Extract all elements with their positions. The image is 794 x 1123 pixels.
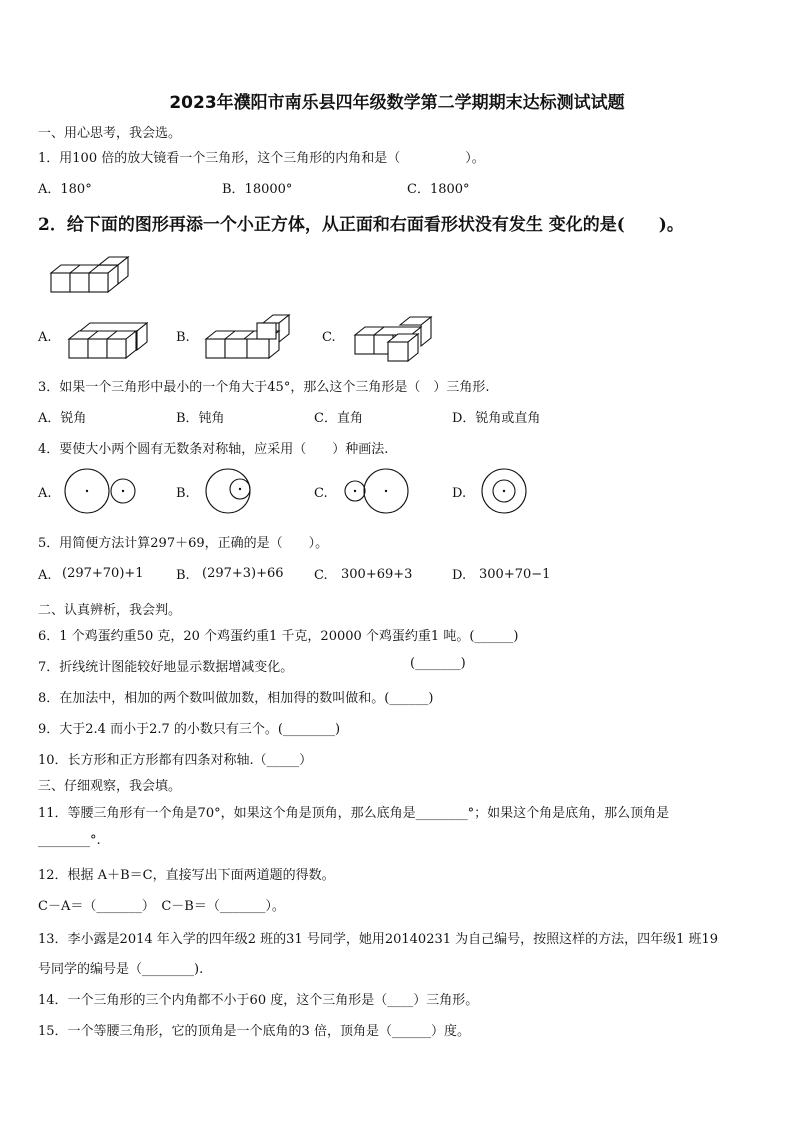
q3-option-a: A．锐角: [38, 411, 87, 426]
section-2-heading: 二、认真辨析，我会判。: [38, 603, 182, 618]
q5-option-d: 300+70−1: [479, 567, 551, 582]
question-13-line-2: 号同学的编号是（________).: [38, 962, 204, 977]
q2-option-b-figure: [203, 314, 293, 360]
question-12: 12．根据 A＋B＝C，直接写出下面两道题的得数。: [38, 868, 335, 883]
question-14: 14．一个三角形的三个内角都不小于60 度，这个三角形是（____）三角形。: [38, 993, 479, 1008]
q2-option-c-label: C.: [322, 330, 336, 345]
question-12-answers: C－A＝（_______） C－B＝（_______）。: [38, 899, 285, 914]
q5-option-c: 300+69+3: [341, 567, 413, 582]
q5-option-b-label: B.: [176, 568, 190, 583]
q4-option-c-circles: [342, 468, 412, 516]
q1-option-b: B．18000°: [222, 182, 293, 197]
q5-option-a: (297+70)+1: [62, 566, 144, 581]
q5-option-b: (297+3)+66: [202, 566, 284, 581]
question-7-blank: (_______): [410, 656, 466, 671]
question-5: 5．用简便方法计算297＋69，正确的是（ ）。: [38, 536, 329, 551]
q3-option-c: C．直角: [314, 411, 363, 426]
question-1: 1．用100 倍的放大镜看一个三角形，这个三角形的内角和是（ ）。: [38, 151, 485, 166]
question-2: 2．给下面的图形再添一个小正方体，从正面和右面看形状没有发生 变化的是( )。: [38, 215, 684, 235]
question-11-line-2: ________°.: [38, 833, 101, 848]
question-11-line-1: 11．等腰三角形有一个角是70°，如果这个角是顶角，那么底角是________°；如果这个角是底角，那么顶角是: [38, 806, 670, 821]
q4-option-a-circles: [60, 468, 140, 516]
q4-option-b-label: B.: [176, 486, 190, 501]
q4-option-c-label: C.: [314, 486, 328, 501]
question-10: 10．长方形和正方形都有四条对称轴.（_____）: [38, 753, 313, 768]
question-15: 15．一个等腰三角形，它的顶角是一个底角的3 倍，顶角是（______）度。: [38, 1024, 470, 1039]
question-3: 3．如果一个三角形中最小的一个角大于45°，那么这个三角形是（ ）三角形.: [38, 380, 490, 395]
q4-option-b-circles: [203, 468, 259, 516]
question-9: 9．大于2.4 而小于2.7 的小数只有三个。(________): [38, 722, 341, 737]
q4-option-d-label: D.: [452, 486, 467, 501]
q4-option-a-label: A.: [38, 486, 52, 501]
q3-option-b: B．钝角: [176, 411, 225, 426]
question-7: 7．折线统计图能较好地显示数据增减变化。: [38, 660, 294, 675]
q1-option-c: C．1800°: [407, 182, 470, 197]
question-8: 8．在加法中，相加的两个数叫做加数，相加得的数叫做和。(______): [38, 691, 434, 706]
q2-option-a-figure: [66, 322, 148, 362]
page-title: 2023年濮阳市南乐县四年级数学第二学期期末达标测试试题: [169, 93, 625, 113]
q2-option-a-label: A.: [38, 330, 52, 345]
section-3-heading: 三、仔细观察，我会填。: [38, 779, 182, 794]
question-13-line-1: 13．李小露是2014 年入学的四年级2 班的31 号同学，她用20140231 为自己编号，按照这样的方法，四年级1 班19: [38, 932, 719, 947]
q1-option-a: A．180°: [38, 182, 92, 197]
question-4: 4．要使大小两个圆有无数条对称轴，应采用（ ）种画法.: [38, 442, 389, 457]
section-1-heading: 一、用心思考，我会选。: [38, 126, 182, 141]
q5-option-c-label: C.: [314, 568, 328, 583]
q3-option-d: D．锐角或直角: [452, 411, 541, 426]
question-6: 6．1 个鸡蛋约重50 克，20 个鸡蛋约重1 千克，20000 个鸡蛋约重1 吨。(______): [38, 629, 519, 644]
q2-option-c-figure: [352, 316, 436, 364]
q5-option-d-label: D.: [452, 568, 467, 583]
q5-option-a-label: A.: [38, 568, 52, 583]
q2-reference-cubes-figure: [48, 256, 130, 296]
q4-option-d-circles: [480, 468, 530, 516]
q2-option-b-label: B.: [176, 330, 190, 345]
